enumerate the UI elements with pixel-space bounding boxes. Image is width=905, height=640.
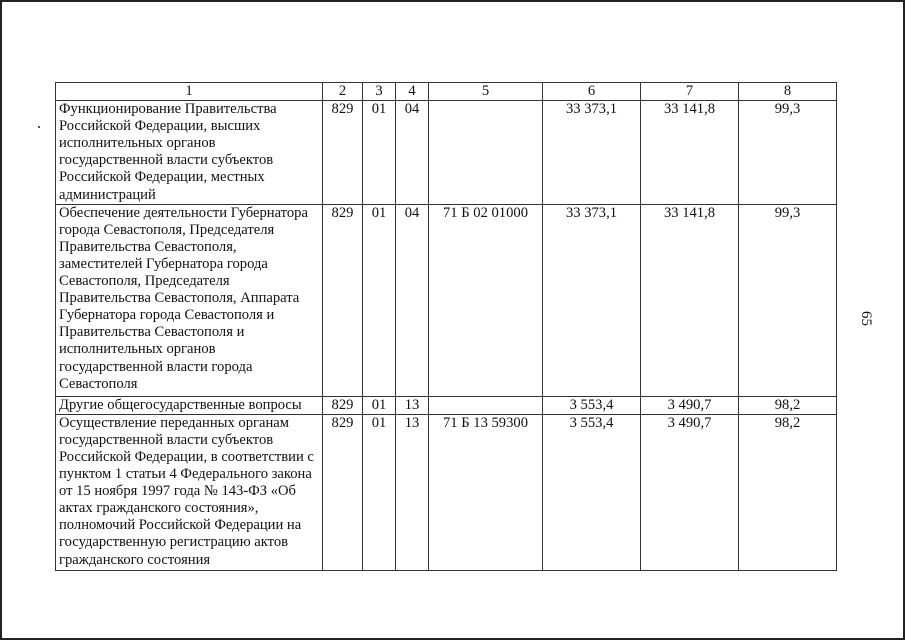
- plan-cell: 3 553,4: [543, 414, 641, 570]
- section-cell: 01: [363, 414, 396, 570]
- percent-cell: 98,2: [739, 414, 837, 570]
- name-cell: Обеспечение деятельности Губернатора города Севастополя, Председателя Правительства Севастополя, заместителей Губернатора города Севастополя, Председателя Правительства Севастополя, Аппарата Губернатора города Севастополя и Правительства Севастополя и исполнительных органов государственной власти города Севастополя: [56, 204, 323, 396]
- plan-cell: 3 553,4: [543, 396, 641, 414]
- percent-cell: 98,2: [739, 396, 837, 414]
- grbs-cell: 829: [323, 204, 363, 396]
- header-cell: 4: [396, 83, 429, 101]
- section-cell: 01: [363, 101, 396, 205]
- fact-cell: 3 490,7: [641, 414, 739, 570]
- subsection-cell: 13: [396, 414, 429, 570]
- percent-cell: 99,3: [739, 204, 837, 396]
- table-row: [56, 101, 837, 205]
- plan-cell: 33 373,1: [543, 101, 641, 205]
- plan-cell: 33 373,1: [543, 204, 641, 396]
- subsection-cell: 13: [396, 396, 429, 414]
- target-article-cell: 71 Б 02 01000: [429, 204, 543, 396]
- section-cell: 01: [363, 396, 396, 414]
- header-cell: 6: [543, 83, 641, 101]
- subsection-cell: 04: [396, 101, 429, 205]
- fact-cell: 33 141,8: [641, 101, 739, 205]
- header-cell: 8: [739, 83, 837, 101]
- target-article-cell: 71 Б 13 59300: [429, 414, 543, 570]
- name-cell: Функционирование Правительства Российской Федерации, высших исполнительных органов государственной власти субъектов Российской Федерации, местных администраций: [56, 101, 323, 205]
- page-number: 65: [858, 311, 874, 326]
- header-row: [56, 83, 837, 101]
- header-cell: 5: [429, 83, 543, 101]
- name-cell: Осуществление переданных органам государственной власти субъектов Российской Федерации, в соответствии с пунктом 1 статьи 4 Федерального закона от 15 ноября 1997 года № 143-ФЗ «Об актах гражданского состояния», полномочий Российской Федерации на государственную регистрацию актов гражданского состояния: [56, 414, 323, 570]
- grbs-cell: 829: [323, 101, 363, 205]
- header-cell: 7: [641, 83, 739, 101]
- grbs-cell: 829: [323, 396, 363, 414]
- target-article-cell: [429, 101, 543, 205]
- budget-table: [55, 82, 837, 571]
- percent-cell: 99,3: [739, 101, 837, 205]
- header-cell: 1: [56, 83, 323, 101]
- target-article-cell: [429, 396, 543, 414]
- fact-cell: 3 490,7: [641, 396, 739, 414]
- table-row: [56, 414, 837, 570]
- section-cell: 01: [363, 204, 396, 396]
- grbs-cell: 829: [323, 414, 363, 570]
- table-row: [56, 204, 837, 396]
- table-row: [56, 396, 837, 414]
- header-cell: 2: [323, 83, 363, 101]
- subsection-cell: 04: [396, 204, 429, 396]
- header-cell: 3: [363, 83, 396, 101]
- scan-speck: [38, 126, 40, 128]
- fact-cell: 33 141,8: [641, 204, 739, 396]
- name-cell: Другие общегосударственные вопросы: [56, 396, 323, 414]
